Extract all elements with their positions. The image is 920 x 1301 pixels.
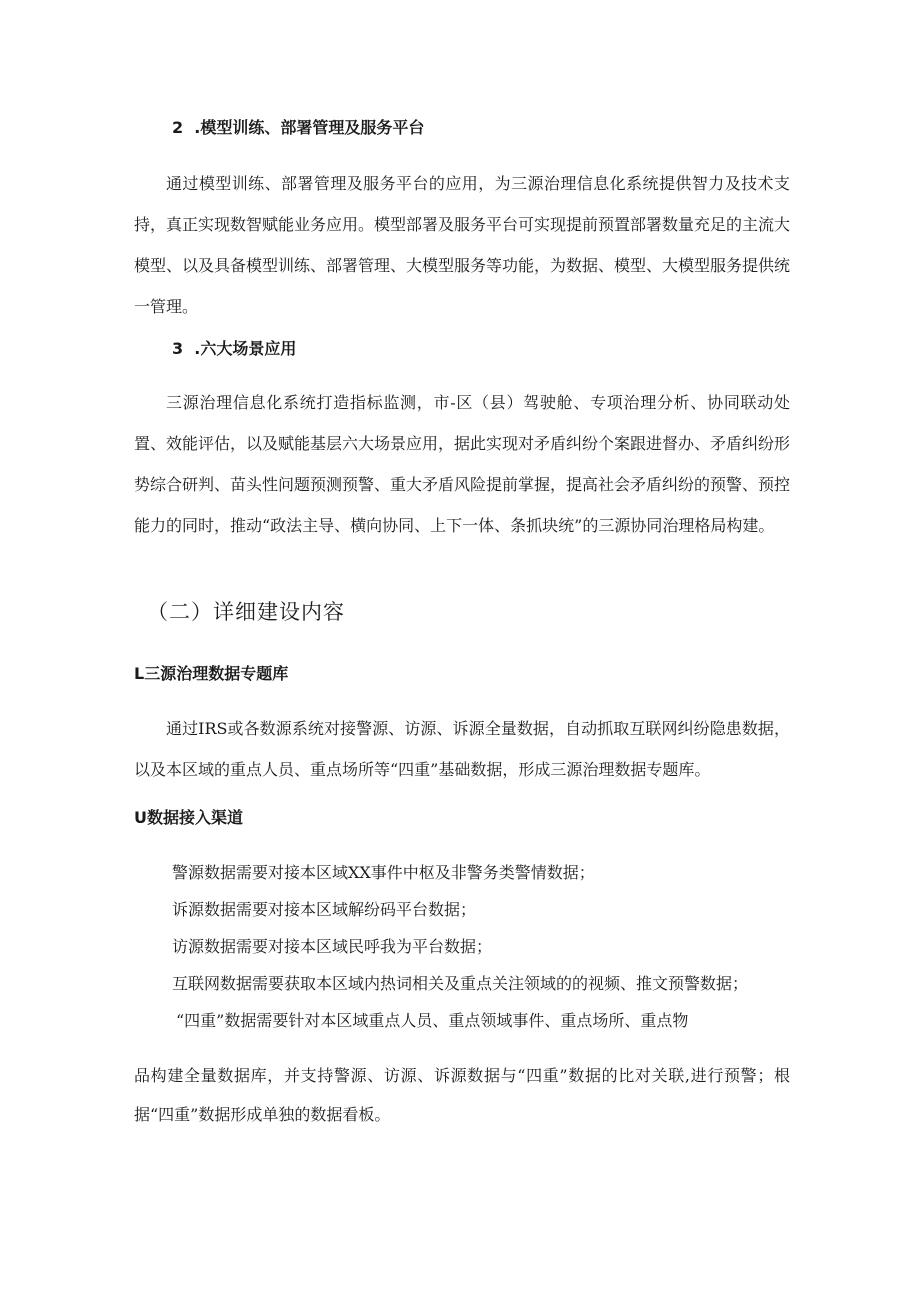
section-3-heading: 3 .六大场景应用 [172,339,297,358]
section-2-paragraph: 通过模型训练、部署管理及服务平台的应用，为三源治理信息化系统提供智力及技术支持，真正实现数智赋能业务应用。模型部署及服务平台可实现提前预置部署数量充足的主流大模型、以及具备模型训练、部署管理、大模型服务等功能，为数据、模型、大模型服务提供统一管理。 [134,174,791,316]
l1-heading: L三源治理数据专题库 [134,664,289,683]
channel-item: 诉源数据需要对接本区域解纷码平台数据； [172,900,477,919]
u-heading: U数据接入渠道 [134,808,243,827]
channel-item: 警源数据需要对接本区域XX事件中枢及非警务类警情数据； [172,863,595,882]
l1-paragraph: 通过IRS或各数源系统对接警源、访源、诉源全量数据，自动抓取互联网纠纷隐患数据，以及本区域的重点人员、重点场所等“四重”基础数据，形成三源治理数据专题库。 [134,719,790,779]
section-3-paragraph: 三源治理信息化系统打造指标监测，市-区（县）驾驶舱、专项治理分析、协同联动处置、效能评估，以及赋能基层六大场景应用，据此实现对矛盾纠纷个案跟进督办、矛盾纠纷形势综合研判、苗头性问题预测预警、重大矛盾风险提前掌握，提高社会矛盾纠纷的预警、预控能力的同时，推动“政法主导、横向协同、上下一体、条抓块统”的三源协同治理格局构建。 [134,393,791,535]
channel-item: 访源数据需要对接本区域民呼我为平台数据； [172,937,493,956]
part-2-heading: （二）详细建设内容 [147,600,345,624]
channel-item: “四重”数据需要针对本区域重点人员、重点领域事件、重点场所、重点物 [176,1011,689,1030]
closing-paragraph: 品构建全量数据库，并支持警源、访源、诉源数据与“四重”数据的比对关联,进行预警；根据“四重”数据形成单独的数据看板。 [134,1066,790,1124]
channel-item: 互联网数据需要获取本区域内热词相关及重点关注领域的的视频、推文预警数据； [172,974,749,993]
section-2-heading: 2 .模型训练、部署管理及服务平台 [172,118,425,137]
